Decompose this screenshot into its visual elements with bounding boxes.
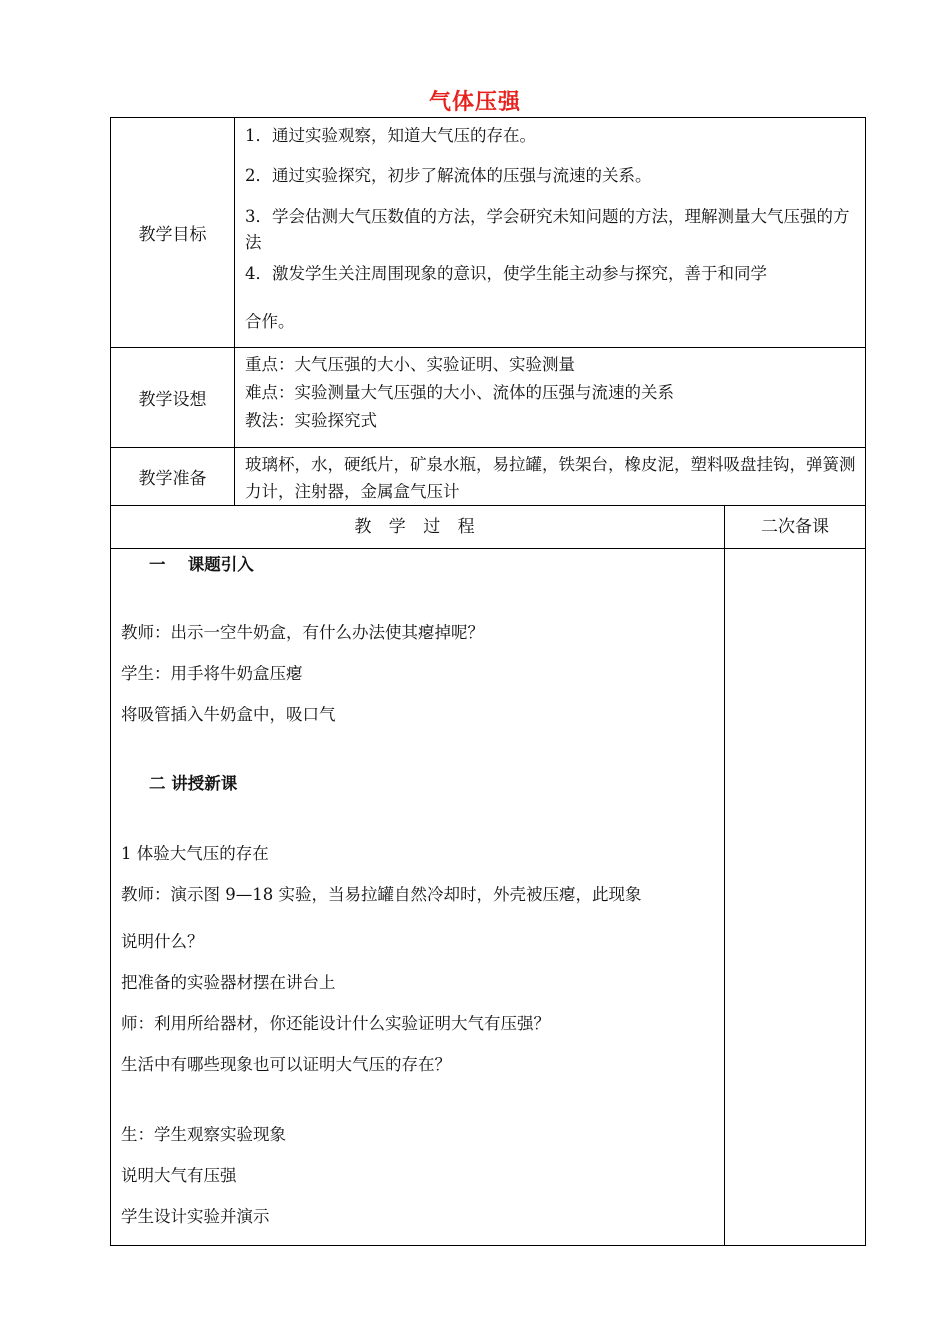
second-prep-column: [725, 549, 865, 1245]
design-key-point: 重点：大气压强的大小、实验证明、实验测量: [245, 355, 575, 374]
design-row: [110, 347, 866, 447]
page-title: 气体压强: [428, 90, 521, 115]
prep-content: 玻璃杯，水，硬纸片，矿泉水瓶，易拉罐，铁架台，橡皮泥，塑料吸盘挂钩，弹簧测力计，注射器，金属盒气压计: [245, 455, 856, 501]
process-header-row: [110, 505, 866, 548]
objectives-label: 教学目标: [111, 118, 235, 347]
design-content: [235, 348, 865, 447]
second-prep-header: 二次备课: [761, 517, 829, 537]
objective-item: 合作。: [245, 312, 295, 331]
section-heading: 二 讲授新课: [149, 774, 238, 793]
design-method: 教法：实验探究式: [245, 411, 377, 430]
process-line: 将吸管插入牛奶盒中，吸口气: [121, 705, 336, 724]
process-line: 学生设计实验并演示: [121, 1207, 270, 1226]
objective-item: 2．通过实验探究，初步了解流体的压强与流速的关系。: [245, 166, 652, 185]
objective-item: 4．激发学生关注周围现象的意识，使学生能主动参与探究，善于和同学: [245, 264, 767, 283]
process-line: 师：利用所给器材，你还能设计什么实验证明大气有压强？: [121, 1014, 550, 1033]
process-line: 把准备的实验器材摆在讲台上: [121, 973, 336, 992]
process-line: 说明大气有压强: [121, 1166, 237, 1185]
objective-item: 3．学会估测大气压数值的方法，学会研究未知问题的方法，理解测量大气压强的方法: [245, 207, 850, 252]
process-line: 说明什么？: [121, 932, 204, 951]
process-body-row: [110, 548, 866, 1246]
design-label: 教学设想: [111, 348, 235, 447]
process-line: 教师：出示一空牛奶盒，有什么办法使其瘪掉呢？: [121, 623, 484, 642]
prep-row: [110, 447, 866, 505]
process-line: 教师：演示图 9—18 实验，当易拉罐自然冷却时，外壳被压瘪，此现象: [121, 885, 642, 904]
prep-label: 教学准备: [111, 448, 235, 505]
section-heading: 一 课题引入: [149, 555, 254, 574]
design-difficulty: 难点：实验测量大气压强的大小、流体的压强与流速的关系: [245, 383, 674, 402]
process-line: 学生：用手将牛奶盒压瘪: [121, 664, 303, 683]
process-content: [111, 549, 725, 1245]
process-line: 生：学生观察实验现象: [121, 1125, 286, 1144]
lesson-plan-table: [110, 117, 866, 1246]
objective-item: 1．通过实验观察，知道大气压的存在。: [245, 126, 536, 145]
objectives-row: [110, 117, 866, 347]
process-line: 1 体验大气压的存在: [121, 844, 269, 863]
process-header: 教 学 过 程: [111, 506, 725, 548]
objectives-content: [235, 118, 865, 347]
process-line: 生活中有哪些现象也可以证明大气压的存在？: [121, 1055, 451, 1074]
